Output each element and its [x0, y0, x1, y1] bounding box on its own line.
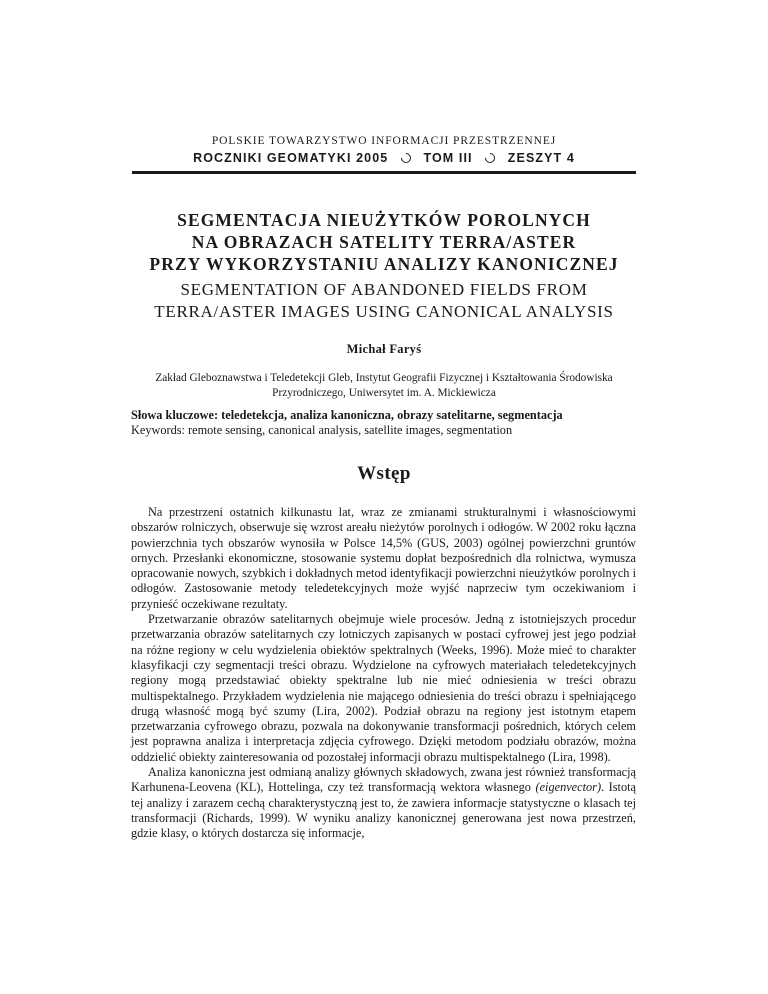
author-name: Michał Faryś: [346, 342, 422, 356]
header-rule: [132, 171, 636, 174]
title-polish-line: NA OBRAZACH SATELITY TERRA/ASTER: [191, 232, 577, 252]
paragraph-text: Analiza kanoniczna jest odmianą analizy głównych składowych, zwana jest również transformacją Karhunena-Leovena (KL), Hottelinga, czy też transformacją wektora własnego: [131, 765, 636, 795]
journal-name: ROCZNIKI GEOMATYKI 2005: [193, 151, 389, 165]
paragraph: Na przestrzeni ostatnich kilkunastu lat, wraz ze zmianami strukturalnymi i własnościowymi obszarów rolniczych, obserwuje się wzrost areału nieżytów porolnych i odłogów. W 2002 roku łączna powierzchnia tych obszarów wynosiła w Polsce 14,5% (GUS, 2003) ogólnej powierzchni gruntów ornych. Przesłanki ekonomiczne, stosowanie systemu dopłat bezpośrednich dla rolnictwa, wymusza opracowanie nowych, szybkich i dokładnych metod identyfikacji powierzchni nieużytków porolnych i odłogów. Zastosowanie metody teledetekcyjnych może wyjść naprzeciw tym oczekiwaniom i przynieść oczekiwane rezultaty.: [131, 505, 636, 611]
society-name: POLSKIE TOWARZYSTWO INFORMACJI PRZESTRZENNEJ: [211, 135, 557, 147]
paragraph: Przetwarzanie obrazów satelitarnych obejmuje wiele procesów. Jedną z istotniejszych procedur przetwarzania obrazów satelitarnych czy lotniczych zapisanych w postaci cyfrowej jest jego podział na różne regiony w celu wydzielenia obiektów spektralnych (Weeks, 1996). Może mieć to charakter klasyfikacji czy segmentacji treści obrazu. Wydzielone na cyfrowych materiałach teledetekcyjnych regiony mogą przedstawiać obiekty spektralne lub nie mieć odniesienia w treści obrazu multispektalnego. Przykładem wydzielenia nie mającego odniesienia do treści obrazu i spełniającego drugą własność mogą być szumy (Lira, 2002). Podział obrazu na regiony jest istotnym etapem przetwarzania cyfrowego obrazu, pozwala na dokonywanie transformacji pośrednich, których celem jest poprawna analiza i interpretacja zdjęcia cyfrowego. Dzięki metodom podziału obrazów, można oddzielić obiekty zainteresowania od pozostałej informacji obrazu multispektalnego (Lira, 1998).: [131, 612, 636, 764]
title-polish-line: PRZY WYKORZYSTANIU ANALIZY KANONICZNEJ: [149, 254, 619, 274]
section-heading: Wstęp: [357, 463, 411, 484]
paragraph: [131, 765, 636, 841]
title-english-line: SEGMENTATION OF ABANDONED FIELDS FROM: [180, 280, 588, 299]
title-polish: [0, 209, 768, 275]
author-affiliation: [0, 371, 768, 401]
title-english-line: TERRA/ASTER IMAGES USING CANONICAL ANALYSIS: [154, 301, 614, 321]
keywords-english: Keywords: remote sensing, canonical analysis, satellite images, segmentation: [131, 423, 513, 437]
body-text: [131, 505, 636, 842]
title-polish-line: SEGMENTACJA NIEUŻYTKÓW POROLNYCH: [177, 210, 591, 230]
paragraph-italic-term: (eigenvector): [535, 780, 602, 795]
volume-number: III: [458, 151, 473, 165]
paragraph-text: . Istotą tej analizy i zarazem cechą charakterystyczną jest to, że zawiera informacje statystyczne o klasach tej transformacji (Richards, 1999). W wyniku analizy kanonicznej generowana jest nowa przestrzeń, gdzie klasy, o których dostarcza się informacje,: [131, 780, 636, 841]
issue-label: ZESZYT: [507, 151, 563, 165]
separator-circle-icon: [399, 151, 413, 165]
affiliation-line: Przyrodniczego, Uniwersytet im. A. Mickiewicza: [272, 387, 496, 399]
title-english: [0, 279, 768, 322]
keywords-polish: Słowa kluczowe: teledetekcja, analiza kanoniczna, obrazy satelitarne, segmentacja: [131, 408, 563, 422]
volume-label: TOM: [423, 151, 455, 165]
journal-header: [0, 151, 768, 165]
affiliation-line: Zakład Gleboznawstwa i Teledetekcji Gleb, Instytut Geografii Fizycznej i Kształtowania Środowiska: [155, 372, 613, 384]
issue-number: 4: [566, 151, 575, 165]
separator-circle-icon: [483, 151, 497, 165]
